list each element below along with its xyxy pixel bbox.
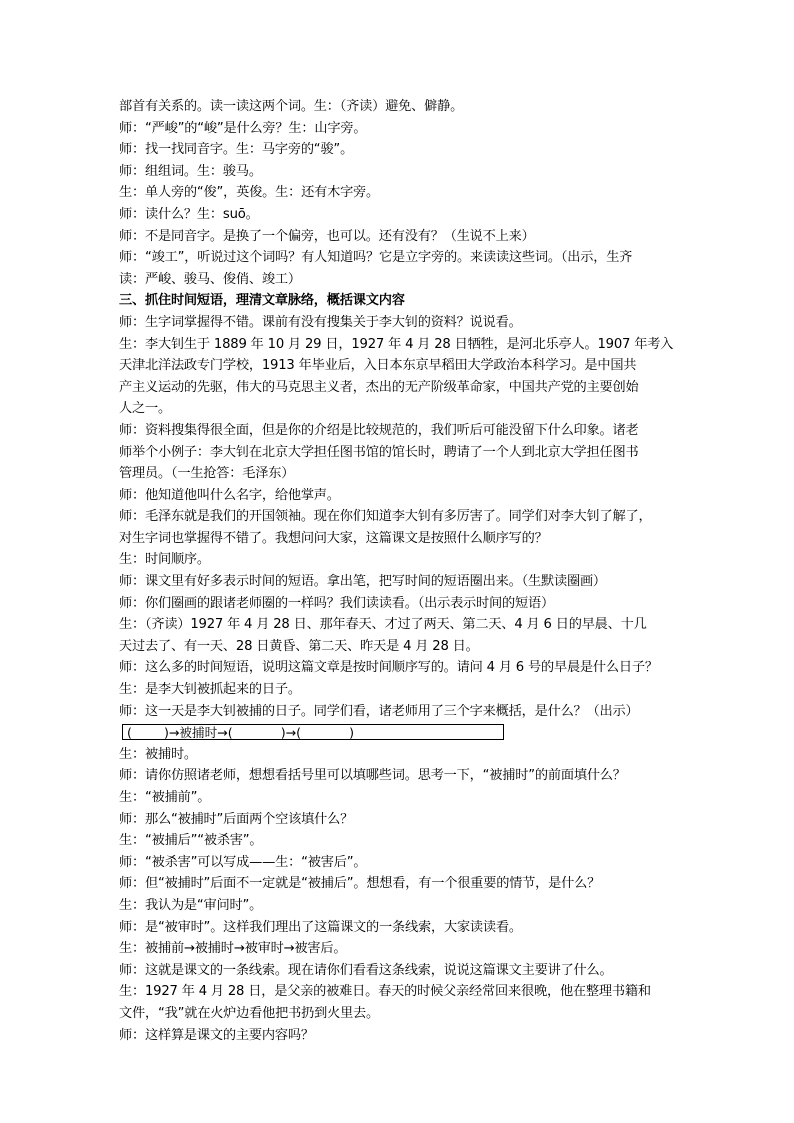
text-line: 师：毛泽东就是我们的开国领袖。现在你们知道李大钊有多厉害了。同学们对李大钊了解了， — [119, 509, 652, 525]
text-line: 师：读什么？生：suō。 — [119, 206, 259, 222]
text-line: 师：组组词。生：骏马。 — [119, 163, 262, 179]
text-line: 师：你们圈画的跟诸老师圈的一样吗？我们读读看。（出示表示时间的短语） — [119, 595, 554, 611]
text-line: 生：时间顺序。 — [119, 552, 210, 568]
text-line: 人之一。 — [119, 401, 171, 417]
text-line: 师：“被杀害”可以写成——生：“被害后”。 — [119, 854, 367, 870]
sequence-diagram-box — [119, 722, 679, 744]
text-line: 管理员。（一生抢答：毛泽东） — [119, 466, 295, 482]
text-line: 师：生字词掌握得不错。课前有没有搜集关于李大钊的资料？说说看。 — [119, 314, 522, 330]
text-line: 生：被捕前→被捕时→被审时→被害后。 — [119, 941, 347, 957]
text-line: 师：资料搜集得很全面，但是你的介绍是比较规范的，我们听后可能没留下什么印象。诸老 — [119, 422, 639, 438]
text-line: 产主义运动的先驱，伟大的马克思主义者，杰出的无产阶级革命家，中国共产党的主要创始 — [119, 379, 639, 395]
text-line: 师：这就是课文的一条线索。现在请你们看看这条线索，说说这篇课文主要讲了什么。 — [119, 962, 613, 978]
text-line: 生：“被捕后”“被杀害”。 — [119, 833, 263, 849]
text-line: 生：1927 年 4 月 28 日，是父亲的被难日。春天的时候父亲经常回来很晚，他在整理书籍和 — [119, 984, 651, 1000]
text-line: 师：这一天是李大钊被捕的日子。同学们看，诸老师用了三个字来概括，是什么？（出示） — [119, 703, 639, 719]
text-line: 师：找一找同音字。生：马字旁的“骏”。 — [119, 142, 354, 158]
text-line: 生：（齐读）1927 年 4 月 28 日、那年春天、才过了两天、第二天、4 月 6 日的早晨、十几 — [119, 617, 647, 633]
text-line: 师：课文里有好多表示时间的短语。拿出笔，把写时间的短语圈出来。（生默读圈画） — [119, 574, 606, 590]
text-line: 师：不是同音字。是换了一个偏旁，也可以。还有没有？（生说不上来） — [119, 228, 535, 244]
text-line: 读：严峻、骏马、俊俏、竣工） — [119, 271, 301, 287]
document-page — [119, 96, 679, 1046]
text-line: 生：被捕时。 — [119, 746, 197, 762]
text-line: 师：“严峻”的“峻”是什么旁？生：山字旁。 — [119, 120, 367, 136]
text-line: 生：单人旁的“俊”，英俊。生：还有木字旁。 — [119, 185, 380, 201]
text-line: 对生字词也掌握得不错了。我想问问大家，这篇课文是按照什么顺序写的？ — [119, 530, 548, 546]
text-line: 天过去了、有一天、28 日黄昏、第二天、昨天是 4 月 28 日。 — [119, 638, 479, 654]
text-line: 天津北洋法政专门学校，1913 年毕业后，入日本东京早稻田大学政治本科学习。是中国共 — [119, 358, 637, 374]
text-line: 师：这么多的时间短语，说明这篇文章是按时间顺序写的。请问 4 月 6 号的早晨是什么日子？ — [119, 660, 658, 676]
text-line: 生：是李大钊被抓起来的日子。 — [119, 682, 301, 698]
text-line: 生：“被捕前”。 — [119, 790, 211, 805]
text-line: 师：“竣工”，听说过这个词吗？有人知道吗？它是立字旁的。来读读这些词。（出示，生齐 — [119, 250, 633, 266]
text-line: 生：李大钊生于 1889 年 10 月 29 日，1927 年 4 月 28 日牺牲，是河北乐亭人。1907 年考入 — [119, 336, 674, 352]
text-line: 部首有关系的。读一读这两个词。生：（齐读）避免、僻静。 — [119, 99, 464, 114]
text-line: 师举个小例子：李大钊在北京大学担任图书馆的馆长时，聘请了一个人到北京大学担任图书 — [119, 444, 639, 460]
text-line: 师：但“被捕时”后面不一定就是“被捕后”。想想看，有一个很重要的情节，是什么？ — [119, 876, 601, 892]
section-heading: 三、抓住时间短语，理清文章脉络，概括课文内容 — [119, 293, 405, 309]
text-line: 文件，“我”就在火炉边看他把书扔到火里去。 — [119, 1005, 380, 1021]
text-line: 师：那么“被捕时”后面两个空该填什么？ — [119, 811, 354, 827]
text-line: 师：请你仿照诸老师，想想看括号里可以填哪些词。思考一下，“被捕时”的前面填什么？ — [119, 768, 626, 784]
text-line: 师：这样算是课文的主要内容吗？ — [119, 1027, 314, 1043]
text-line: 生：我认为是“审问时”。 — [119, 897, 263, 913]
text-line: 师：是“被审时”。这样我们理出了这篇课文的一条线索，大家读读看。 — [119, 919, 522, 935]
text-line: 师：他知道他叫什么名字，给他掌声。 — [119, 487, 340, 503]
sequence-text: ( )→被捕时→( )→( ) — [127, 725, 355, 741]
